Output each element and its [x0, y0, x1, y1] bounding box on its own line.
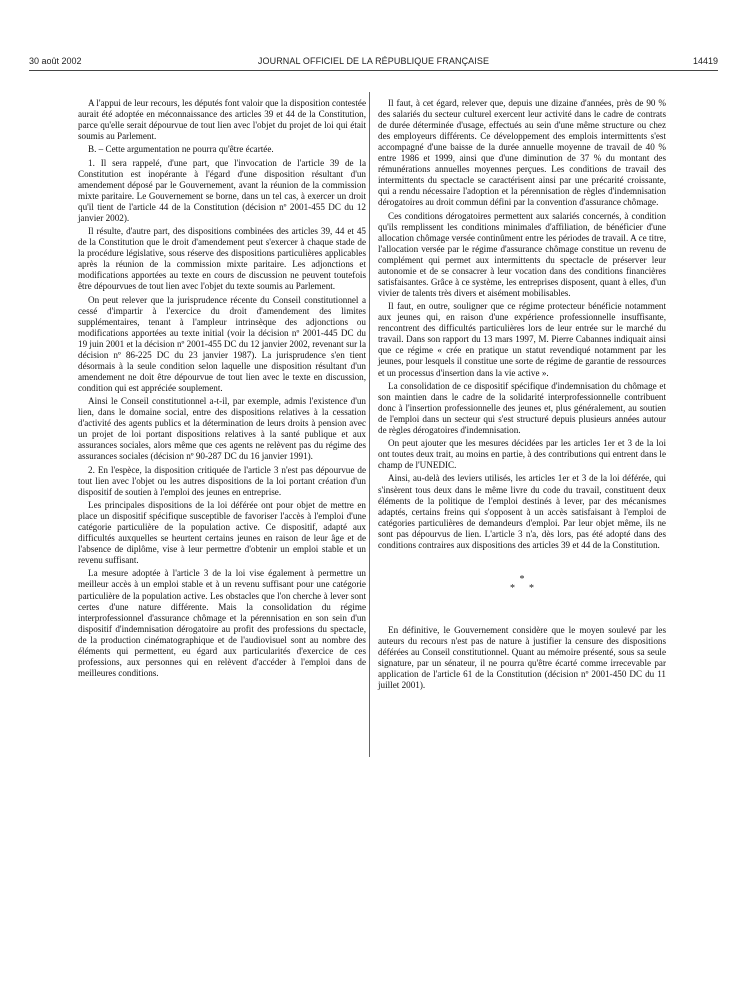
paragraph: Les principales dispositions de la loi déférée ont pour objet de mettre en place un dispositif spécifique susceptible de favoriser l'accès à l'emploi d'une catégorie particulière de la population active. Ce dispositif, adapté aux difficultés auxquelles se heurtent certains jeunes en raison de leur âge et de l'absence de diplôme, vise à leur permettre d'obtenir un emploi stable et un revenu suffisant. — [78, 499, 366, 566]
separator-star: * — [529, 582, 534, 594]
paragraph: A l'appui de leur recours, les députés font valoir que la disposition contestée aurait été adoptée en méconnaissance des articles 39 et 44 de la Constitution, parce qu'elle serait dépourvue de tout lien avec l'objet du projet de loi qui était soumis au Parlement. — [78, 98, 366, 142]
final-paragraph: En définitive, le Gouvernement considère que le moyen soulevé par les auteurs du recours n'est pas de nature à justifier la censure des dispositions déférées au Conseil constitutionnel. Quant au mémoire présenté, sous sa seule signature, par un sénateur, il ne pourra qu'être écarté comme irrecevable par application de l'article 61 de la Constitution (décision nº 2001-450 DC du 11 juillet 2001). — [378, 624, 666, 691]
page-header — [29, 52, 718, 70]
page-number: 14419 — [692, 56, 718, 66]
paragraph: B. – Cette argumentation ne pourra qu'être écartée. — [88, 144, 274, 155]
column-separator — [369, 92, 370, 757]
right-column — [378, 98, 666, 693]
paragraph: On peut ajouter que les mesures décidées par les articles 1er et 3 de la loi ont toutes deux trait, au moins en partie, à des contributions qui entrent dans le champ de l'UNEDIC. — [378, 438, 666, 471]
paragraph: 1. Il sera rappelé, d'une part, que l'invocation de l'article 39 de la Constitution est inopérante à l'égard d'une disposition résultant d'un amendement déposé par le Gouvernement, avant la réunion de la commission mixte paritaire. Le Gouvernement se borne, dans un tel cas, à exercer un droit qu'il tient de l'article 44 de la Constitution (décision nº 2001-455 DC du 12 janvier 2002). — [78, 157, 366, 223]
paragraph: Il faut, en outre, souligner que ce régime protecteur bénéficie notamment aux jeunes qui, en raison d'une expérience professionnelle insuffisante, rencontrent des difficultés particulières lors de leur entrée sur le marché du travail. Dans son rapport du 13 mars 1997, M. Pierre Cabannes indiquait ainsi que ce régime « crée en pratique un statut revendiqué notamment par les jeunes, pour lesquels il constitue une sorte de régime de garantie de ressources et un processus d'insertion dans la vie active ». — [378, 301, 666, 378]
separator-star: * — [510, 582, 515, 594]
paragraph: Il faut, à cet égard, relever que, depuis une dizaine d'années, près de 90 % des salariés du secteur culturel exercent leur activité dans le cadre de contrats de durée déterminée d'usage, effectués au sein d'une même structure ou chez des employeurs différents. Ce développement des emplois intermittents s'est accompagné d'une baisse de la durée annuelle moyenne de travail de 40 % entre 1986 et 1999, ainsi que d'une diminution de 37 % du montant des rémunérations annuelles moyennes perçues. Les conditions de travail des intermittents du spectacle se caractérisent ainsi par une précarité croissante, qui a rendu nécessaire l'adoption et la pérennisation de règles d'indemnisation dérogatoires au droit commun défini par la convention d'assurance chômage. — [378, 98, 666, 208]
paragraph: 2. En l'espèce, la disposition critiquée de l'article 3 n'est pas dépourvue de tout lien avec l'objet ou les autres dispositions de la loi portant création d'un dispositif de soutien à l'emploi des jeunes en entreprise. — [78, 464, 366, 497]
paragraph: Il résulte, d'autre part, des dispositions combinées des articles 39, 44 et 45 de la Constitution que le droit d'amendement peut s'exercer à chaque stade de la procédure législative, sous réserve des dispositions particulières applicables après la réunion de la commission mixte paritaire. Les adjonctions et modifications apportées au texte en cours de discussion ne peuvent toutefois être dépourvues de tout lien avec l'objet du texte soumis au Parlement. — [78, 226, 366, 292]
separator-star: * — [519, 573, 525, 585]
paragraph: La mesure adoptée à l'article 3 de la loi vise également à permettre un meilleur accès à un emploi stable et à un revenu suffisant pour une catégorie particulière de la population active. Les obstacles que l'on cherche à lever sont certes d'une nature différente. Mais la consolidation du régime interprofessionnel d'assurance chômage et la pérennisation en son sein d'un dispositif d'indemnisation dérogatoire au profit des professions du spectacle, de la production cinématographique et de l'audiovisuel sont au nombre des éléments qui permettent, eu égard aux particularités d'exercice de ces professions, aux personnes qui en relèvent d'accéder à l'emploi dans de meilleures conditions. — [78, 568, 366, 678]
header-date: 30 août 2002 — [29, 56, 82, 66]
journal-title: JOURNAL OFFICIEL DE LA RÉPUBLIQUE FRANÇAISE — [257, 56, 490, 66]
header-rule — [29, 70, 718, 71]
paragraph: Ainsi le Conseil constitutionnel a-t-il, par exemple, admis l'existence d'un lien, dans le domaine social, entre des dispositions relatives à la cessation d'activité des agents publics et la détermination de leurs droits à pension avec un projet de loi portant dispositions relatives à la santé publique et aux assurances sociales, alors même que ces agents ne relèvent pas du régime des assurances sociales (décision nº 90-287 DC du 16 janvier 1991). — [78, 396, 366, 462]
left-column — [78, 98, 366, 681]
paragraph: Ainsi, au-delà des leviers utilisés, les articles 1er et 3 de la loi déférée, qui s'insèrent tous deux dans le même livre du code du travail, constituent deux éléments de la politique de l'emploi destinés à lever, par des mécanismes adaptés, certains freins qui s'opposent à un accès satisfaisant à l'emploi de catégories particulières de demandeurs d'emploi. Par leur objet même, ils ne sont pas dépourvus de lien. L'article 3 n'a, dès lors, pas été adopté dans des conditions contraires aux dispositions des articles 39 et 44 de la Constitution. — [378, 473, 666, 550]
paragraph: On peut relever que la jurisprudence récente du Conseil constitutionnel a cessé d'impartir à l'exercice du droit d'amendement des limites supplémentaires, tenant à l'ampleur intrinsèque des adjonctions ou modifications apportées au texte initial (voir la décision nº 2001-445 DC du 19 juin 2001 et la décision nº 2001-455 DC du 12 janvier 2002, revenant sur la décision nº 86-225 DC du 23 janvier 1987). La jurisprudence s'en tient désormais à la seule condition selon laquelle une disposition résultant d'un amendement ne doit être dépourvue de tout lien avec le texte en discussion, condition qui est appréciée souplement. — [78, 294, 366, 393]
paragraph: La consolidation de ce dispositif spécifique d'indemnisation du chômage et son maintien dans le cadre de la solidarité interprofessionnelle contribuent donc à l'insertion professionnelle des jeunes et, plus généralement, au soutien de l'emploi dans un secteur qui s'est structuré depuis plusieurs années autour de règles dérogatoires d'indemnisation. — [378, 380, 666, 435]
section-separator — [378, 575, 666, 593]
paragraph: Ces conditions dérogatoires permettent aux salariés concernés, à condition qu'ils remplissent les conditions minimales d'affiliation, de bénéficier d'une allocation chômage versée continûment entre les périodes de travail. A ce titre, l'allocation versée par le régime d'assurance chômage constitue un revenu de complément qui permet aux intermittents du spectacle de préserver leur autonomie et de se consacrer à leur vocation dans des conditions financières satisfaisantes. Grâce à ce système, les entreprises disposent, quant à elles, d'un vivier de talents très divers et aisément mobilisables. — [378, 210, 666, 298]
